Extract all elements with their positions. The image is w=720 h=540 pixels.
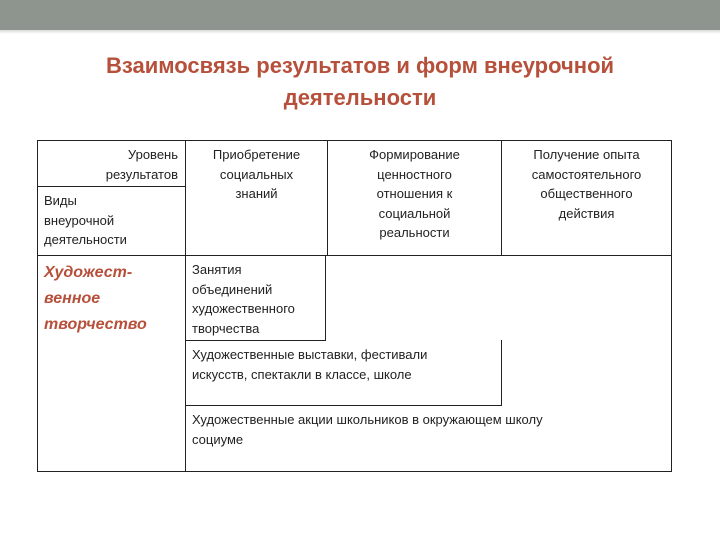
activity-types-line-1: Виды: [44, 193, 77, 208]
activity-exhibitions-line-1: Художественные выставки, фестивали: [192, 347, 428, 362]
activity-actions-line-2: социуме: [192, 431, 244, 447]
header-experience-line-3: общественного: [540, 186, 633, 201]
activity-exhibitions-line-2: искусств, спектакли в классе, школе: [192, 366, 412, 382]
header-experience: [502, 145, 671, 223]
table-border-bottom: [37, 471, 672, 472]
header-experience-line-4: действия: [558, 205, 615, 221]
header-knowledge-line-3: знаний: [235, 186, 278, 201]
activity-actions: [192, 410, 668, 449]
row-label-line-2: венное: [44, 290, 101, 307]
results-level-line-1: Уровень: [127, 147, 178, 162]
results-level-label: [42, 145, 178, 184]
results-level-line-2: результатов: [105, 166, 178, 182]
activity-classes-line-4: творчества: [192, 320, 260, 336]
header-values-line-2: ценностного: [377, 166, 452, 182]
slide-title-line-2: деятельности: [283, 85, 437, 110]
row-label-line-3: творчество: [44, 316, 147, 333]
activity-types-line-2: внеурочной: [44, 212, 115, 228]
header-row-bottom: [37, 255, 672, 256]
activity-types-label: [44, 191, 180, 250]
step-2-bottom: [185, 405, 502, 406]
header-knowledge-line-2: социальных: [219, 166, 294, 182]
step-1-right: [325, 255, 326, 341]
activity-types-line-3: деятельности: [44, 232, 127, 247]
header-values-line-4: социальной: [378, 205, 451, 221]
header-experience-line-2: самостоятельного: [531, 166, 642, 182]
header-experience-line-1: Получение опыта: [533, 147, 640, 162]
header-values-line-1: Формирование: [369, 147, 460, 162]
step-2-right: [501, 340, 502, 406]
table-border-right: [671, 140, 672, 472]
header-knowledge: [186, 145, 327, 204]
slide-top-bar-shadow: [0, 30, 720, 34]
slide-title: [40, 50, 680, 114]
row-label-line-1: Художест-: [44, 264, 133, 281]
step-1-bottom: [185, 340, 326, 341]
header-values-line-5: реальности: [379, 225, 450, 240]
slide-top-bar: [0, 0, 720, 30]
corner-divider: [37, 186, 185, 187]
activity-classes: [192, 260, 324, 338]
header-values-line-3: отношения к: [376, 186, 453, 201]
activity-actions-line-1: Художественные акции школьников в окружающем школу: [192, 412, 543, 427]
activity-classes-line-3: художественного: [192, 301, 295, 316]
activity-classes-line-2: объединений: [192, 281, 273, 297]
header-knowledge-line-1: Приобретение: [212, 147, 301, 162]
activity-exhibitions: [192, 345, 500, 384]
header-values: [328, 145, 501, 243]
table-border-top: [37, 140, 672, 141]
activity-classes-line-1: Занятия: [192, 262, 242, 277]
table-border-left: [37, 140, 38, 472]
row-label-art: [44, 260, 184, 338]
slide-title-line-1: Взаимосвязь результатов и форм внеурочной: [105, 53, 615, 78]
